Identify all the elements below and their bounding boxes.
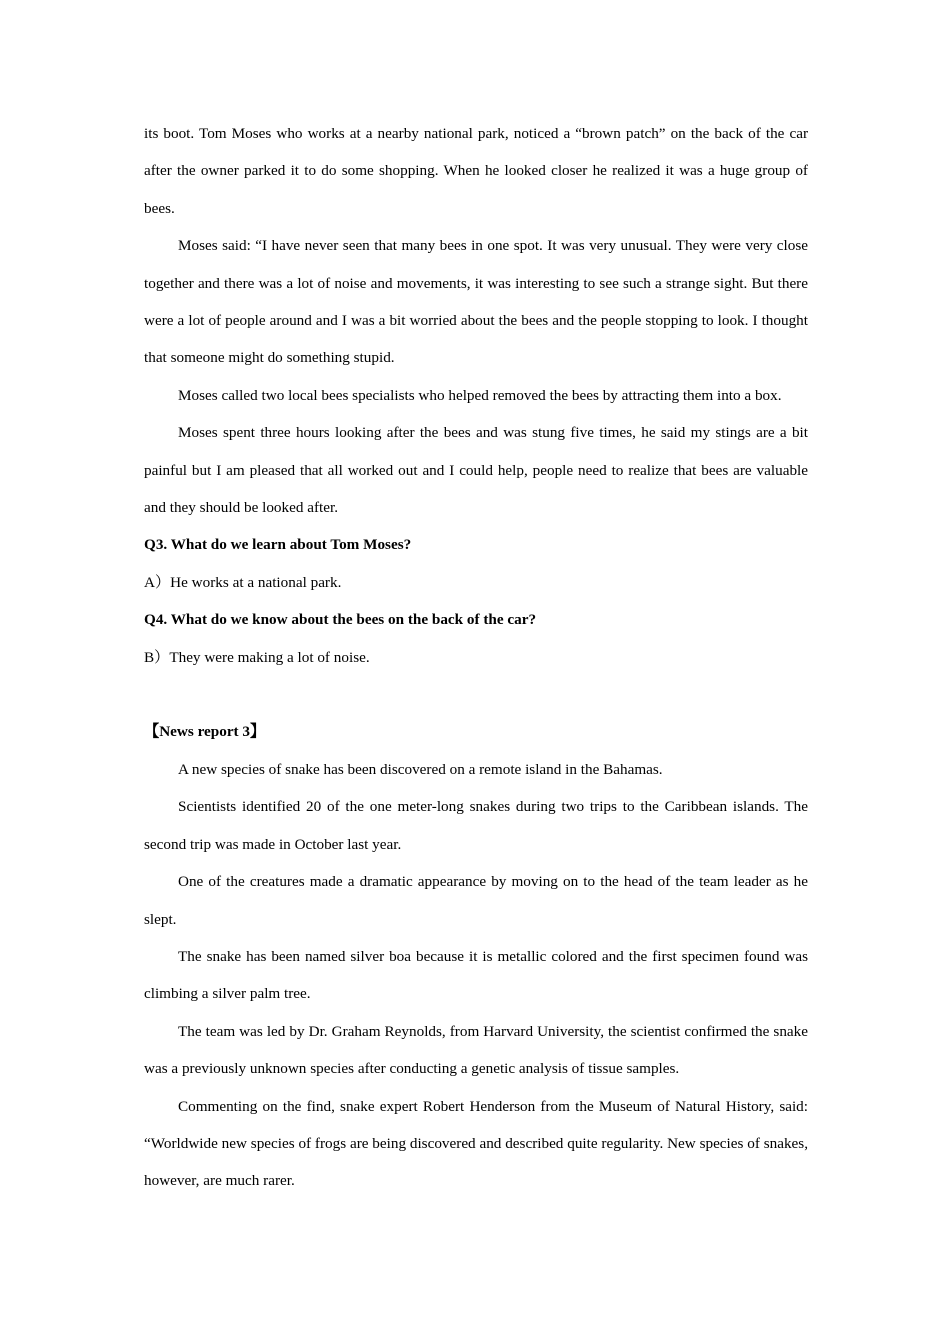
paragraph-scientists: Scientists identified 20 of the one meter-long snakes during two trips to the Caribbean islands. The second trip was made in October last year. — [144, 798, 808, 853]
document-page — [144, 115, 808, 1200]
paragraph-specialists: Moses called two local bees specialists who helped removed the bees by attracting them into a box. — [178, 386, 782, 404]
paragraph-stings: Moses spent three hours looking after the bees and was stung five times, he said my stings are a bit painful but I am pleased that all worked out and I could help, people need to realize that bees are valuable and they should be looked after. — [144, 424, 808, 517]
question-q3: Q3. What do we learn about Tom Moses? — [144, 536, 412, 554]
paragraph-dramatic-appearance: One of the creatures made a dramatic appearance by moving on to the head of the team leader as he slept. — [144, 873, 808, 928]
paragraph-team-leader: The team was led by Dr. Graham Reynolds, from Harvard University, the scientist confirmed the snake was a previously unknown species after conducting a genetic analysis of tissue samples. — [144, 1022, 808, 1078]
answer-q3: A）He works at a national park. — [144, 573, 342, 591]
paragraph-moses-quote: Moses said: “I have never seen that many bees in one spot. It was very unusual. They were very close together and there was a lot of noise and movements, it was interesting to see such a strange sight. But there were a lot of people around and I was a bit worried about the bees and the people stopping to look. I thought that someone might do something stupid. — [144, 237, 808, 367]
question-q4: Q4. What do we know about the bees on the back of the car? — [144, 611, 537, 629]
section-heading: 【News report 3】 — [144, 723, 266, 741]
paragraph-continuation: its boot. Tom Moses who works at a nearby national park, noticed a “brown patch” on the back of the car after the owner parked it to do some shopping. When he looked closer he realized it was a huge group of bees. — [144, 125, 808, 217]
paragraph-new-species: A new species of snake has been discovered on a remote island in the Bahamas. — [178, 760, 663, 778]
paragraph-expert-comment: Commenting on the find, snake expert Robert Henderson from the Museum of Natural History, said: “Worldwide new species of frogs are being discovered and described quite regularity. New species of snakes, however, are much rarer. — [144, 1097, 808, 1190]
paragraph-silver-boa: The snake has been named silver boa because it is metallic colored and the first specimen found was climbing a silver palm tree. — [144, 947, 808, 1003]
answer-q4: B）They were making a lot of noise. — [144, 648, 370, 666]
